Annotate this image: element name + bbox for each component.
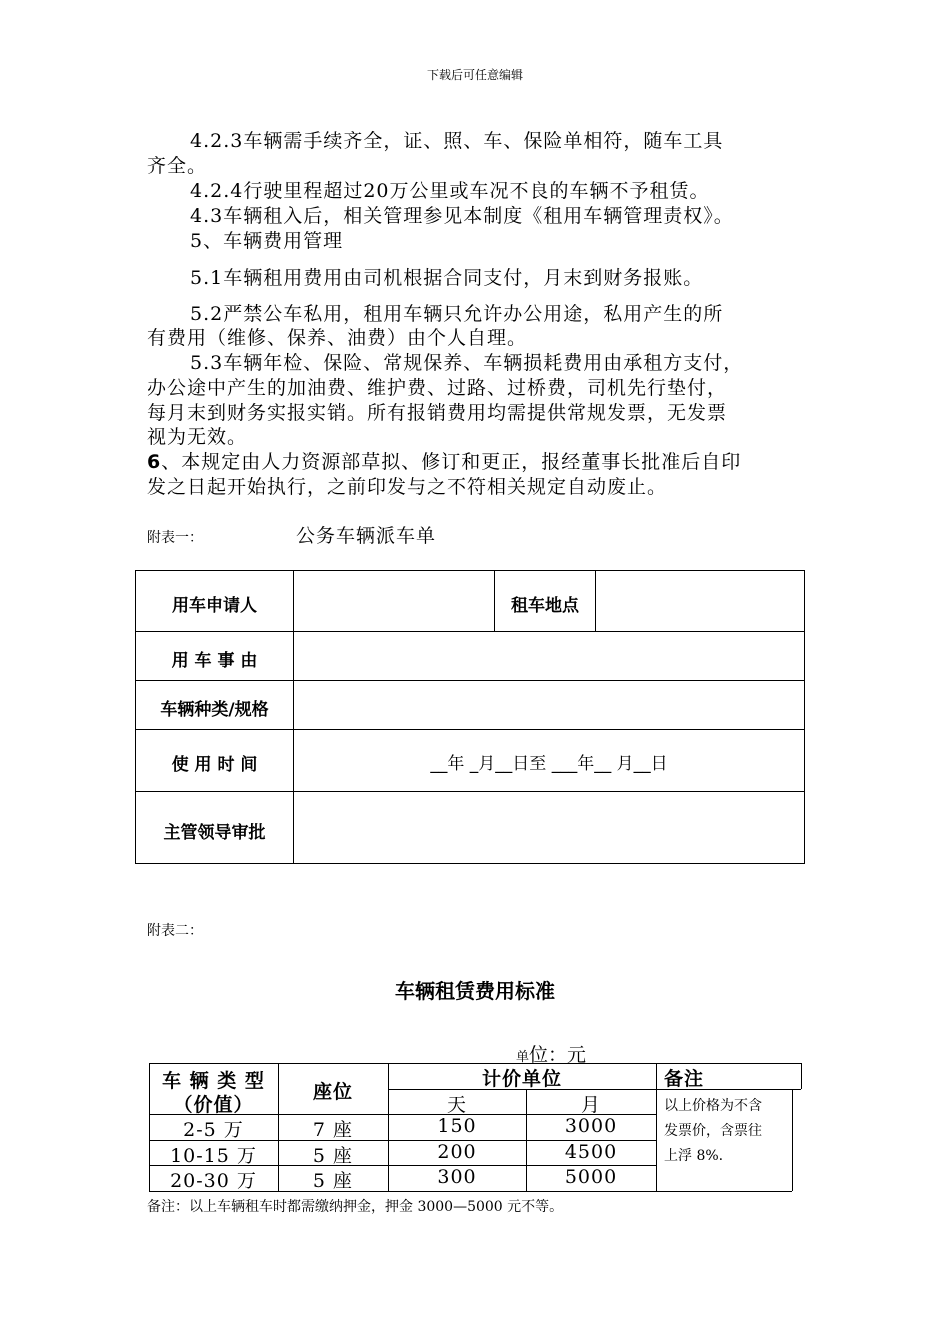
deposit-footnote: 备注：以上车辆租车时都需缴纳押金，押金 3000—5000 元不等。 xyxy=(147,1199,564,1215)
paragraph-5-2: 5.2严禁公车私用，租用车辆只允许办公用途，私用产生的所 xyxy=(190,303,724,325)
time-field[interactable]: __年 _月__日至 ___年__ 月__日 xyxy=(430,754,668,774)
paragraph-6 xyxy=(147,447,741,474)
row1-month: 3000 xyxy=(564,1115,618,1137)
paragraph-4-2-3: 4.2.3车辆需手续齐全，证、照、车、保险单相符，随车工具 xyxy=(190,130,724,152)
header-seats: 座位 xyxy=(312,1081,353,1103)
header-day: 天 xyxy=(446,1094,467,1116)
appendix-2-title: 车辆租赁费用标准 xyxy=(395,979,555,1003)
vehicle-type-field[interactable] xyxy=(294,695,804,717)
row2-day: 200 xyxy=(437,1141,477,1163)
reason-label: 用 车 事 由 xyxy=(171,651,258,671)
row1-day: 150 xyxy=(437,1115,477,1137)
section-5-heading: 5、车辆费用管理 xyxy=(190,230,344,252)
header-month: 月 xyxy=(580,1094,601,1116)
paragraph-5-3: 5.3车辆年检、保险、常规保养、车辆损耗费用由承租方支付， xyxy=(190,352,744,374)
paragraph-4-3: 4.3车辆租入后，相关管理参见本制度《租用车辆管理责权》。 xyxy=(190,205,734,227)
row3-day: 300 xyxy=(437,1166,477,1188)
clause-6-text: 、本规定由人力资源部草拟、修订和更正，报经董事长批准后自印 xyxy=(161,451,742,473)
header-remark: 备注 xyxy=(664,1068,705,1090)
header-vehicle-value: （价值） xyxy=(173,1094,254,1116)
row3-seats: 5 座 xyxy=(312,1170,354,1192)
approval-field[interactable] xyxy=(294,818,804,840)
remark-line: 上浮 8%. xyxy=(664,1148,724,1164)
appendix-1-label: 附表一： xyxy=(147,530,203,546)
reason-field[interactable] xyxy=(294,646,804,668)
row3-month: 5000 xyxy=(564,1166,618,1188)
unit-note-rest: 位：元 xyxy=(529,1044,587,1066)
paragraph-4-2-3-cont: 齐全。 xyxy=(147,155,208,177)
appendix-2-label: 附表二： xyxy=(147,923,203,939)
row1-type: 2-5 万 xyxy=(183,1119,244,1141)
dispatch-form-table xyxy=(135,570,805,864)
remark-line: 以上价格为不含 xyxy=(664,1098,762,1114)
remark-text xyxy=(664,1094,762,1169)
row2-month: 4500 xyxy=(564,1141,618,1163)
paragraph-5-3-cont1: 办公途中产生的加油费、维护费、过路、过桥费，司机先行垫付， xyxy=(147,377,728,399)
applicant-field[interactable] xyxy=(294,591,494,613)
row2-type: 10-15 万 xyxy=(170,1145,257,1167)
location-label: 租车地点 xyxy=(511,596,579,616)
approval-label: 主管领导审批 xyxy=(163,823,266,843)
paragraph-5-3-cont3: 视为无效。 xyxy=(147,426,248,448)
clause-6-number: 6 xyxy=(147,451,162,473)
location-field[interactable] xyxy=(596,591,804,613)
time-label: 使 用 时 间 xyxy=(171,755,258,775)
row2-seats: 5 座 xyxy=(312,1145,354,1167)
applicant-label: 用车申请人 xyxy=(172,596,257,616)
unit-note-small: 单 xyxy=(516,1050,530,1065)
paragraph-4-2-4: 4.2.4行驶里程超过20万公里或车况不良的车辆不予租赁。 xyxy=(190,180,710,202)
vehicle-type-label: 车辆种类/规格 xyxy=(160,700,269,720)
appendix-1-title: 公务车辆派车单 xyxy=(296,525,437,547)
row3-type: 20-30 万 xyxy=(170,1170,257,1192)
paragraph-5-1: 5.1车辆租用费用由司机根据合同支付，月末到财务报账。 xyxy=(190,267,704,289)
paragraph-6-cont: 发之日起开始执行，之前印发与之不符相关规定自动废止。 xyxy=(147,476,668,498)
watermark: 下载后可任意编辑 xyxy=(426,68,523,82)
header-vehicle-type: 车 辆 类 型 xyxy=(162,1070,265,1092)
header-pricing-unit: 计价单位 xyxy=(481,1068,562,1090)
paragraph-5-2-cont: 有费用（维修、保养、油费）由个人自理。 xyxy=(147,327,528,349)
row1-seats: 7 座 xyxy=(312,1119,354,1141)
paragraph-5-3-cont2: 每月末到财务实报实销。所有报销费用均需提供常规发票，无发票 xyxy=(147,402,728,424)
remark-line: 发票价，含票往 xyxy=(664,1123,762,1139)
